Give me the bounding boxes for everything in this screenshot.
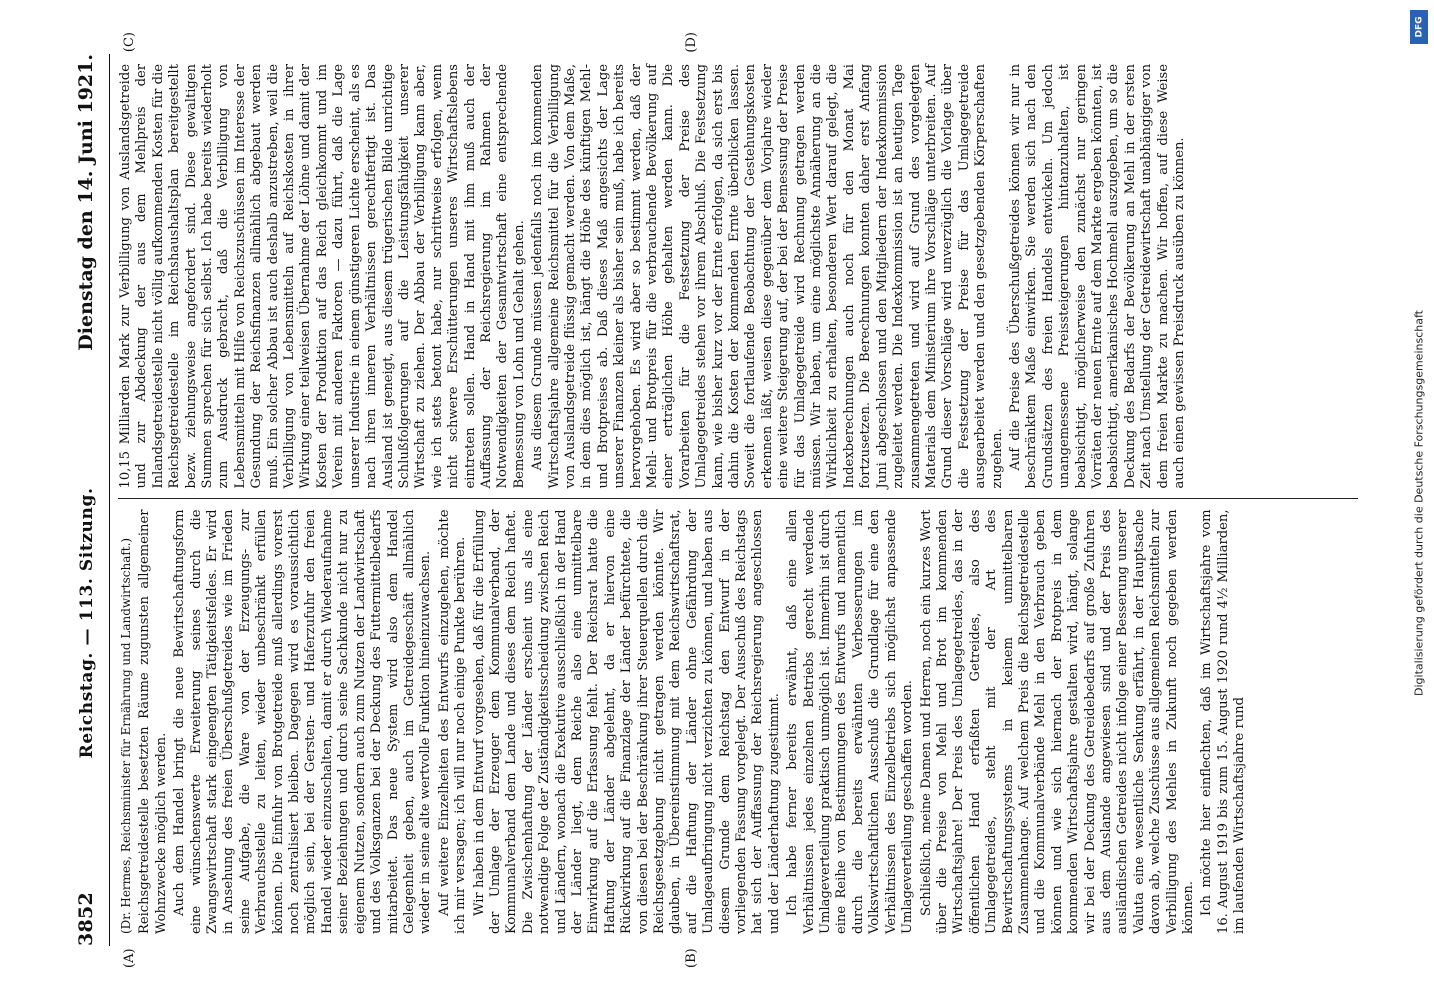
right-column xyxy=(118,32,1358,500)
text-columns xyxy=(118,32,1358,968)
paragraph: Reichsgetreidestelle besetzten Räume zugunsten allgemeiner Wohnzwecke möglich werden. xyxy=(137,509,169,934)
paragraph: 10,15 Milliarden Mark zur Verbilligung von Auslandsgetreide und zur Abdeckung der aus dem Mehlpreis der Inlandsgetreidestelle nicht völlig aufkommenden Kosten für die Reichsgetreidestelle im Reichshaushaltsplan bereitgestellt bezw. ziehungsweise angefordert sind. Diese gewaltigen Summen sprechen für sich selbst. Ich habe bereits wiederholt zum Ausdruck gebracht, daß die Verbilligung von Lebensmitteln mit Hilfe von Reichszuschüssen im Interesse der Gesundung der Reichsfinanzen allmählich abgebaut werden muß. Ein solcher Abbau ist auch deshalb anzustreben, weil die Verbilligung von Lebensmitteln auf Reichskosten in ihrer Wirkung einer teilweisen Übernahme der Löhne und damit der Kosten der Produktion auf das Reich gleichkommt und im Verein mit anderen Faktoren — dazu führt, daß die Lage unserer Industrie in einem günstigeren Lichte erscheint, als es nach ihren inneren Verhältnissen gerechtfertigt ist. Das Ausland ist geneigt, aus diesem trügerischen Bilde unrichtige Schlußfolgerungen auf die Leistungsfähigkeit unserer Wirtschaft zu ziehen. Der Abbau der Verbilligung kann aber, wie ich stets betont habe, nur schrittweise erfolgen, wenn nicht schwere Erschütterungen unseres Wirtschaftslebens eintreten sollen. Hand in Hand mit ihm muß auch der Auffassung der Reichsregierung im Rahmen der Notwendigkeiten der Gesamtwirtschaft eine entsprechende Bemessung von Lohn und Gehalt gehen. xyxy=(118,64,527,489)
paragraph: Schließlich, meine Damen und Herren, noch ein kurzes Wort über die Preise von Mehl und Brot im kommenden Wirtschaftsjahre! Der Preis des Umlagegetreides, das in der öffentlichen Hand erfaßten Getreides, also des Umlagegetreides, steht mit der Art des Bewirtschaftungssystems in keinem unmittelbaren Zusammenhange. Auf welchem Preis die Reichsgetreidestelle und die Kommunalverbände Mehl in den Verbrauch geben können und wie sich hiernach der Brotpreis in dem kommenden Wirtschaftsjahre gestalten wird, hängt, solange wir bei der Deckung des Getreidebedarfs auf große Zufuhren aus dem Auslande angewiesen sind und der Preis des ausländischen Getreides nicht infolge einer Besserung unserer Valuta eine wesentliche Senkung erfährt, in der Hauptsache davon ab, welche Zuschüsse aus allgemeinen Reichsmitteln zur Verbilligung des Mehles in Zukunft noch gegeben werden können. xyxy=(918,509,1196,934)
margin-mark-a: (A) xyxy=(122,948,137,968)
margin-mark-c: (C) xyxy=(122,32,137,53)
document-page xyxy=(57,30,1377,970)
session-date: Dienstag den 14. Juni 1921. xyxy=(75,54,97,351)
paragraph: Auf die Preise des Überschußgetreides können wir nur in beschränktem Maße einwirken. Sie werden sich nach den Grundsätzen des freien Handels entwickeln. Um jedoch unangemessene Preissteigerungen hintanzuhalten, ist beabsichtigt, möglicherweise den zunächst nur geringen Vorräten der neuen Ernte auf dem Markte ergeben könnten, ist beabsichtigt, amerikanisches Hochmehl auszugeben, um so die Deckung des Bedarfs der Bevölkerung an Mehl in der ersten Zeit nach Umstellung der Getreidewirtschaft unabhängiger von dem freien Markte zu machen. Wir hoffen, auf diese Weise auch einen gewissen Preisdruck ausüben zu können. xyxy=(1007,64,1187,489)
paragraph: Auf weitere Einzelheiten des Entwurfs einzugehen, möchte ich mir versagen; ich will nur noch einige Punkte berühren. xyxy=(436,509,469,934)
dfg-logo: DFG xyxy=(1410,10,1428,44)
margin-mark-b: (B) xyxy=(684,948,699,968)
paragraph: Auch dem Handel bringt die neue Bewirtschaftungsform eine wünschenswerte Erweiterung seines durch die Zwangswirtschaft stark eingeengten Tätigkeitsfeldes. Er wird in Ansehung des freien Überschußgetreides wie im Frieden seine Aufgabe, die Ware von der Erzeugungs- zur Verbrauchsstelle zu leiten, wieder unbeschränkt erfüllen können. Die Einfuhr von Brotgetreide muß allerdings vorerst noch zentralisiert bleiben. Dagegen wird es voraussichtlich möglich sein, bei der Gersten- und Haferzufuhr den freien Handel wieder einzuschalten, damit er durch Wiederaufnahme seiner Beziehungen und durch seine Sachkunde nicht nur zu eigenem Nutzen, sondern auch zum Nutzen der Landwirtschaft und des Volksganzen bei der Deckung des Futtermittelbedarfs mitarbeitet. Das neue System wird also dem Handel Gelegenheit geben, auch im Getreidegeschäft allmählich wieder in seine alte wertvolle Funktion hineinzuwachsen. xyxy=(172,509,434,934)
left-column xyxy=(118,500,1358,968)
margin-mark-d: (D) xyxy=(684,32,699,53)
credit-text: Digitalisierung gefördert durch die Deutsche Forschungsgemeinschaft xyxy=(1412,310,1426,696)
session-title: Reichstag. — 113. Sitzung. xyxy=(77,487,97,759)
paragraph: Ich habe ferner bereits erwähnt, daß eine allen Verhältnissen jedes einzelnen Betriebs gerecht werdende Umlageverteilung praktisch unmöglich ist. Immerhin ist durch eine Reihe von Bestimmungen des Entwurfs und namentlich durch die bereits erwähnten Verbesserungen im Volkswirtschaftlichen Ausschuß die Grundlage für eine den Verhältnissen des Einzelbetriebs sich möglichst anpassende Umlageverteilung geschaffen worden. xyxy=(785,509,916,934)
paragraph: Wir haben in dem Entwurf vorgesehen, daß für die Erfüllung der Umlage der Erzeuger dem Kommunalverband, der Kommunalverband dem Lande und dieses dem Reich haftet. Die Zwischenhaftung der Länder erscheint uns als eine notwendige Folge der Zuständigkeitsscheidung zwischen Reich und Ländern, wonach die Exekutive ausschließlich in der Hand der Länder liegt, dem Reiche also eine unmittelbare Einwirkung auf die Erfassung fehlt. Der Reichsrat hatte die Haftung der Länder abgelehnt, da er hiervon eine Rückwirkung auf die Finanzlage der Länder befürchtete, die von diesen bei der Beschränkung ihrer Steuerquellen durch die Reichsgesetzgebung nicht getragen werden könnte. Wir glauben, in Übereinstimmung mit dem Reichswirtschaftsrat, auf die Haftung der Länder ohne Gefährdung der Umlageaufbringung nicht verzichten zu können, und haben aus diesem Grunde dem Reichstag den Entwurf in der vorliegenden Fassung vorgelegt. Der Ausschuß des Reichstags hat sich der Auffassung der Reichsregierung angeschlossen und der Länderhaftung zugestimmt. xyxy=(471,509,782,934)
paragraph: Ich möchte hier einflechten, daß im Wirtschaftsjahre vom 16. August 1919 bis zum 15. August 1920 rund 4½ Milliarden, im laufenden Wirtschaftsjahre rund xyxy=(1199,509,1248,934)
speaker-line: (Dr. Hermes, Reichsminister für Ernährung und Landwirtschaft.) xyxy=(119,537,133,934)
page-number: 3852 xyxy=(75,891,97,946)
digitization-credit xyxy=(1406,8,1432,998)
paragraph: Aus diesem Grunde müssen jedenfalls noch im kommenden Wirtschaftsjahre allgemeine Reichsmittel für die Verbilligung von Auslandsgetreide flüssig gemacht werden. Von dem Maße, in dem dies möglich ist, hängt die Höhe des künftigen Mehl- und Brotpreises ab. Daß dieses Maß angesichts der Lage unserer Finanzen kleiner als bisher sein muß, habe ich bereits hervorgehoben. Es wird aber so bestimmt werden, daß der Mehl- und Brotpreis für die verbrauchende Bevölkerung auf einer erträglichen Höhe gehalten werden kann. Die Vorarbeiten für die Festsetzung der Preise des Umlagegetreides stehen vor ihrem Abschluß. Die Festsetzung kann, wie bisher kurz vor der Ernte erfolgen, da sich erst bis dahin die Kosten der kommenden Ernte überblicken lassen. Soweit die fortlaufende Beobachtung der Gestehungskosten erkennen läßt, weisen diese gegenüber dem Vorjahre wieder eine weitere Steigerung auf, der bei der Bemessung der Preise für das Umlagegetreide wird Rechnung getragen werden müssen. Wir haben, um eine möglichste Annäherung an die Wirklichkeit zu erhalten, besonderen Wert darauf gelegt, die Indexberechnungen auch noch für den Monat Mai fortzusetzen. Die Berechnungen konnten daher erst Anfang Juni abgeschlossen und den Mitgliedern der Indexkommission zugeleitet werden. Die Indexkommission ist an heutigen Tage zusammengetreten und wird auf Grund des vorgelegten Materials dem Ministerium ihre Vorschläge unterbreiten. Auf Grund dieser Vorschläge wird unverzüglich die Vorlage über die Festsetzung der Preise für das Umlagegetreide ausgearbeitet werden und den gesetzgebenden Körperschaften zugehen. xyxy=(530,64,1005,489)
page-header xyxy=(75,54,110,946)
